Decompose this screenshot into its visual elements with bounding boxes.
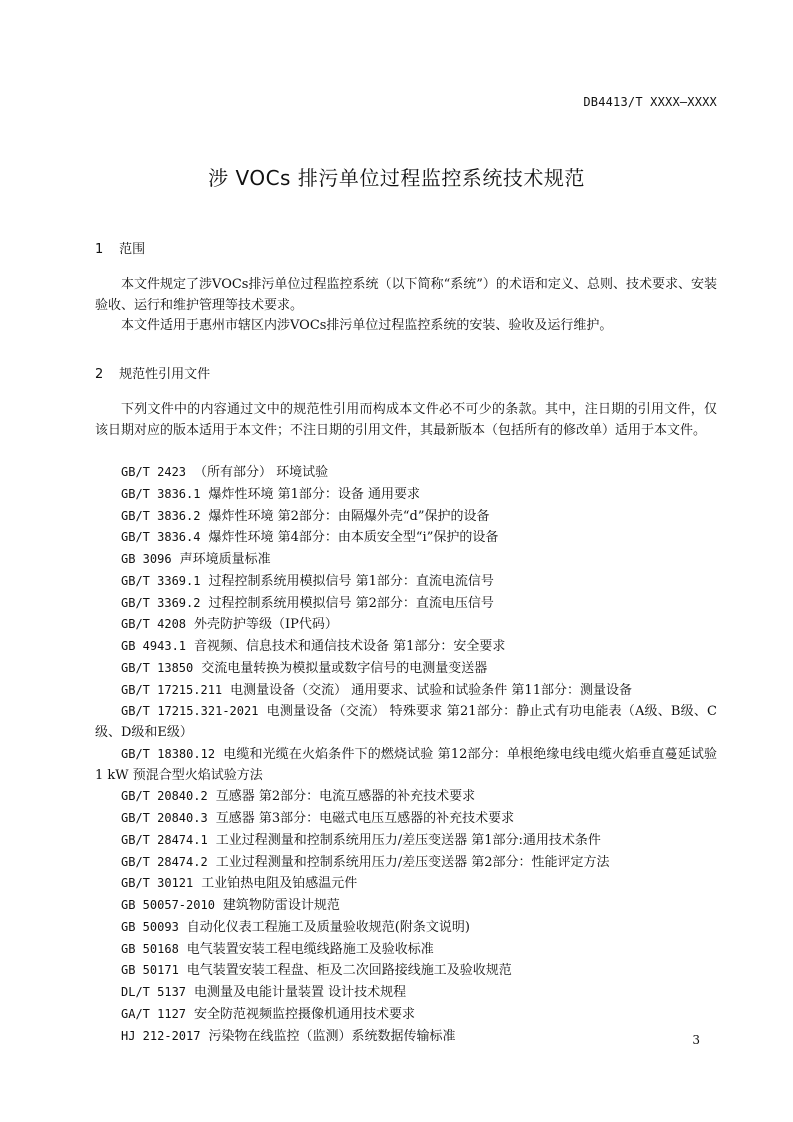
reference-code: GB/T 3836.4: [121, 530, 201, 545]
reference-item: [95, 549, 717, 571]
reference-title: 电测量设备（交流） 通用要求、试验和试验条件 第11部分：测量设备: [230, 682, 632, 698]
reference-code: HJ 212-2017: [121, 1028, 201, 1043]
reference-title: 电测量及电能计量装置 设计技术规程: [194, 985, 407, 1000]
reference-item: [95, 527, 717, 549]
reference-list: [95, 462, 717, 1047]
reference-title: 电测量设备（交流） 特殊要求 第21部分：静止式有功电能表（A级、B级、C级、D级和E级）: [95, 704, 717, 740]
reference-title: 互感器 第3部分：电磁式电压互感器的补充技术要求: [215, 811, 515, 826]
reference-code: GB 50171: [121, 963, 179, 978]
reference-code: GB/T 3836.2: [121, 508, 201, 523]
reference-item: [95, 786, 717, 808]
reference-item: [95, 658, 717, 680]
section-1-heading: [95, 238, 145, 257]
section-1-paragraph-1: 本文件规定了涉VOCs排污单位过程监控系统（以下简称“系统”）的术语和定义、总则、技术要求、安装验收、运行和维护管理等技术要求。: [95, 277, 717, 313]
reference-title: 安全防范视频监控摄像机通用技术要求: [194, 1006, 416, 1022]
reference-item: [95, 1026, 717, 1048]
reference-title: 工业铂热电阻及铂感温元件: [201, 876, 358, 892]
reference-title: 电气装置安装工程盘、柜及二次回路接线施工及验收规范: [186, 963, 512, 979]
section-2-title: 规范性引用文件: [119, 367, 211, 382]
reference-item: [95, 744, 717, 787]
section-2-intro: 下列文件中的内容通过文中的规范性引用而构成本文件必不可少的条款。其中，注日期的引用文件，仅该日期对应的版本适用于本文件；不注日期的引用文件，其最新版本（包括所有的修改单）适用于本文件。: [95, 402, 717, 438]
reference-title: 声环境质量标准: [179, 552, 271, 567]
reference-code: GB/T 28474.2: [121, 854, 208, 869]
section-1-number: 1: [95, 242, 104, 257]
section-1-paragraph-2: 本文件适用于惠州市辖区内涉VOCs排污单位过程监控系统的安装、验收及运行维护。: [121, 318, 613, 333]
section-1-title: 范围: [119, 242, 146, 257]
reference-title: 过程控制系统用模拟信号 第2部分：直流电压信号: [208, 595, 494, 611]
reference-code: GB/T 28474.1: [121, 832, 208, 847]
reference-item: [95, 701, 717, 744]
reference-code: GB/T 3836.1: [121, 486, 201, 501]
reference-code: GB/T 3369.1: [121, 573, 201, 588]
document-code: DB4413/T XXXX—XXXX: [583, 95, 717, 109]
reference-item: [95, 593, 717, 615]
reference-code: GB/T 2423: [121, 465, 187, 479]
section-2-number: 2: [95, 367, 104, 382]
reference-item: [95, 873, 717, 895]
reference-item: [95, 571, 717, 593]
reference-item: [95, 895, 717, 917]
reference-title: 爆炸性环境 第1部分：设备 通用要求: [208, 486, 421, 502]
reference-item: [95, 680, 717, 702]
reference-code: GB/T 17215.321-2021: [121, 704, 259, 719]
reference-item: [95, 939, 717, 961]
reference-item: [95, 1004, 717, 1026]
reference-code: GB 3096: [121, 552, 172, 566]
reference-code: GA/T 1127: [121, 1006, 187, 1021]
reference-title: 交流电量转换为模拟量或数字信号的电测量变送器: [201, 660, 488, 676]
reference-title: 爆炸性环境 第4部分：由本质安全型“i”保护的设备: [208, 530, 499, 546]
reference-title: 自动化仪表工程施工及质量验收规范(附条文说明): [186, 919, 470, 935]
page-number: 3: [692, 1033, 700, 1047]
reference-item: [95, 506, 717, 528]
reference-title: 过程控制系统用模拟信号 第1部分：直流电流信号: [208, 573, 494, 589]
reference-item: [95, 462, 717, 484]
reference-item: [95, 960, 717, 982]
reference-code: GB/T 18380.12: [121, 746, 216, 761]
reference-code: GB 50057-2010: [121, 898, 215, 912]
reference-code: GB/T 20840.2: [121, 789, 208, 804]
reference-title: 电缆和光缆在火焰条件下的燃烧试验 第12部分：单根绝缘电线电缆火焰垂直蔓延试验 1 kW 预混合型火焰试验方法: [95, 746, 717, 783]
reference-title: （所有部分） 环境试验: [194, 465, 329, 480]
reference-title: 电气装置安装工程电缆线路施工及验收标准: [186, 941, 434, 957]
reference-title: 互感器 第2部分：电流互感器的补充技术要求: [215, 789, 476, 805]
document-title: 涉 VOCs 排污单位过程监控系统技术规范: [208, 166, 585, 190]
reference-title: 爆炸性环境 第2部分：由隔爆外壳“d”保护的设备: [208, 508, 490, 524]
reference-item: [95, 808, 717, 830]
reference-code: GB/T 13850: [121, 660, 194, 675]
reference-title: 音视频、信息技术和通信技术设备 第1部分：安全要求: [194, 639, 506, 654]
reference-item: [95, 614, 717, 636]
reference-item: [95, 852, 717, 874]
reference-code: GB 4943.1: [121, 639, 187, 653]
reference-code: GB/T 4208: [121, 617, 187, 632]
section-2-heading: [95, 363, 210, 382]
reference-title: 工业过程测量和控制系统用压力/差压变送器 第2部分：性能评定方法: [215, 854, 610, 870]
reference-code: DL/T 5137: [121, 985, 187, 999]
reference-title: 建筑物防雷设计规范: [222, 898, 340, 913]
reference-item: [95, 830, 717, 852]
reference-code: GB/T 20840.3: [121, 811, 208, 825]
reference-title: 污染物在线监控（监测）系统数据传输标准: [208, 1028, 456, 1044]
reference-item: [95, 982, 717, 1004]
reference-title: 工业过程测量和控制系统用压力/差压变送器 第1部分:通用技术条件: [215, 832, 601, 848]
reference-item: [95, 636, 717, 658]
reference-code: GB/T 30121: [121, 876, 194, 891]
reference-code: GB/T 3369.2: [121, 595, 201, 610]
reference-code: GB 50093: [121, 919, 179, 934]
reference-title: 外壳防护等级（IP代码）: [194, 617, 338, 633]
reference-item: [95, 917, 717, 939]
reference-code: GB 50168: [121, 941, 179, 956]
reference-item: [95, 484, 717, 506]
reference-code: GB/T 17215.211: [121, 682, 223, 697]
